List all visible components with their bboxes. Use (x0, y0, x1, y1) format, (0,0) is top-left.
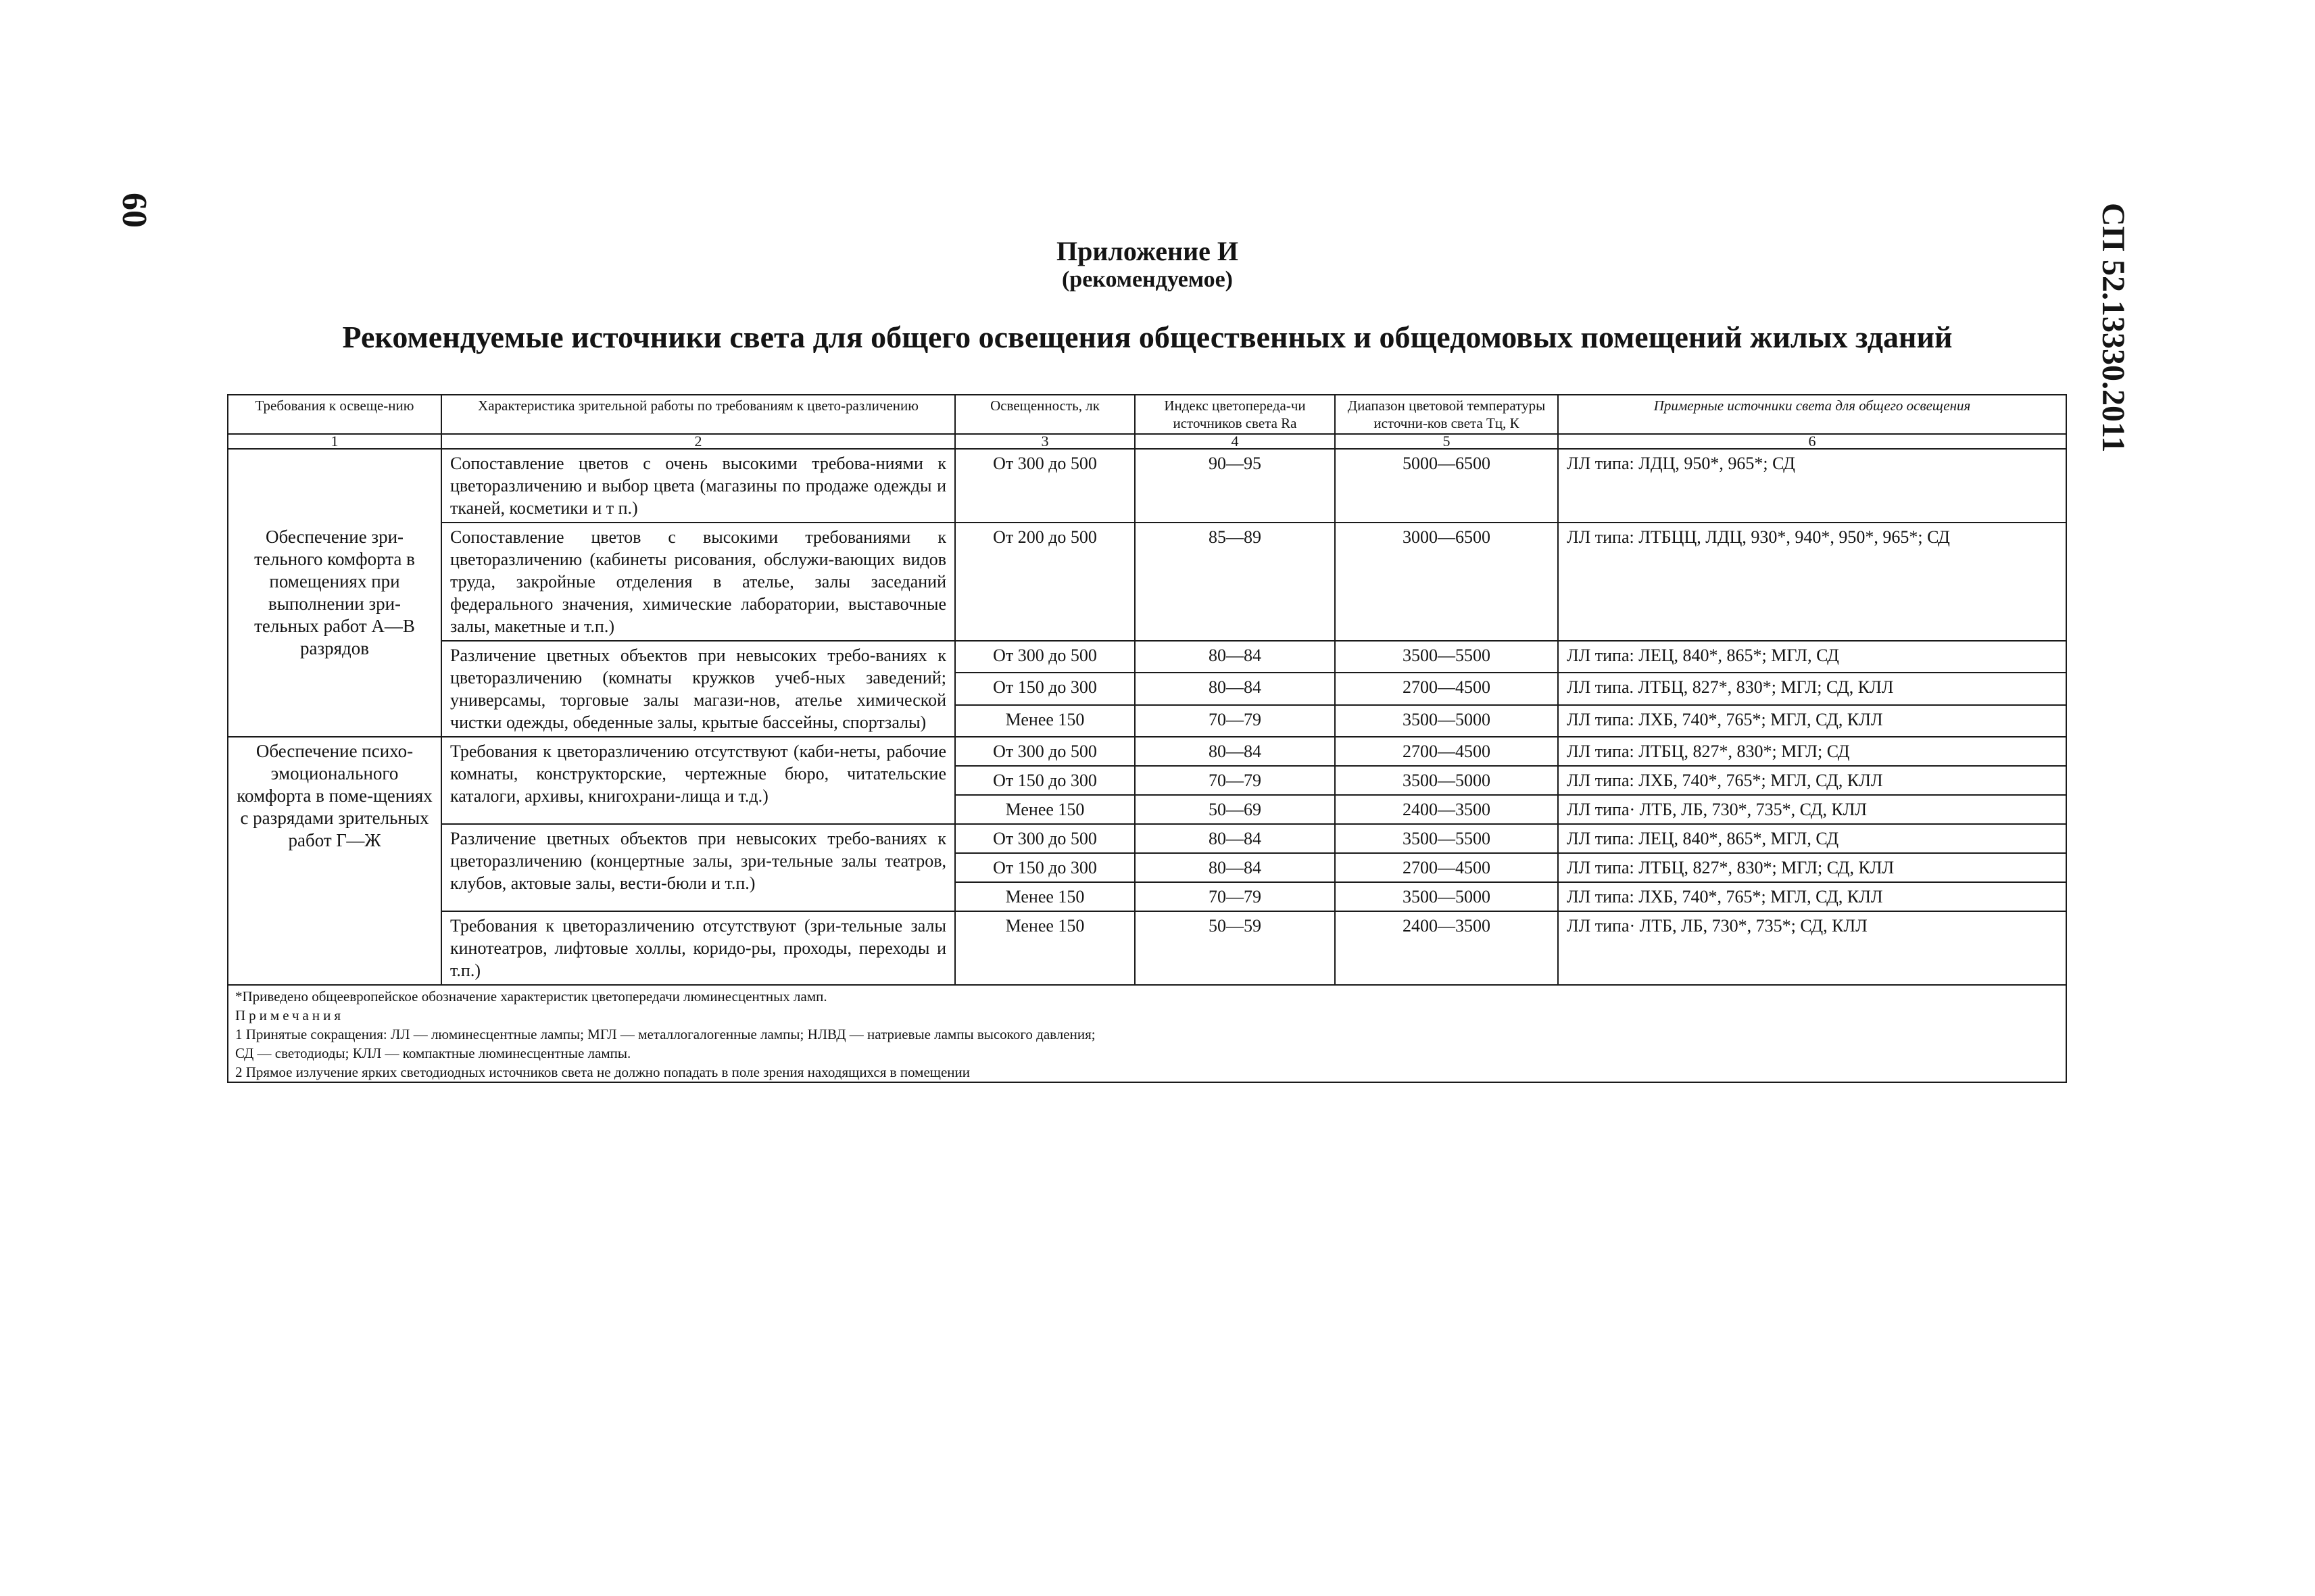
column-number: 5 (1335, 434, 1558, 449)
temperature-cell: 3500—5000 (1335, 766, 1558, 795)
page-number: 60 (115, 193, 153, 228)
sources-cell: ЛЛ типа: ЛДЦ, 950*, 965*; СД (1558, 449, 2066, 523)
column-number: 2 (441, 434, 955, 449)
column-number: 4 (1135, 434, 1335, 449)
table-row (228, 641, 2066, 673)
table-row (228, 824, 2066, 853)
illuminance-cell: Менее 150 (955, 705, 1135, 737)
temperature-cell: 3000—6500 (1335, 523, 1558, 641)
header-characteristic: Характеристика зрительной работы по требованиям к цвето-различению (441, 395, 955, 434)
sources-cell: ЛЛ типа. ЛТБЦ, 827*, 830*; МГЛ; СД, КЛЛ (1558, 673, 2066, 704)
illuminance-cell: От 300 до 500 (955, 449, 1135, 523)
table-row (228, 449, 2066, 523)
illuminance-cell: Менее 150 (955, 911, 1135, 985)
ra-cell: 80—84 (1135, 673, 1335, 704)
sources-cell: ЛЛ типа: ЛЕЦ, 840*, 865*, МГЛ, СД (1558, 824, 2066, 853)
appendix-title: Приложение И (1056, 236, 1239, 266)
sources-cell: ЛЛ типа: ЛТБЦЦ, ЛДЦ, 930*, 940*, 950*, 965*; СД (1558, 523, 2066, 641)
illuminance-cell: От 300 до 500 (955, 641, 1135, 673)
temperature-cell: 2700—4500 (1335, 853, 1558, 882)
illuminance-cell: Менее 150 (955, 882, 1135, 911)
illuminance-cell: От 300 до 500 (955, 824, 1135, 853)
ra-cell: 70—79 (1135, 882, 1335, 911)
column-number: 1 (228, 434, 441, 449)
characteristic-cell: Различение цветных объектов при невысоких требо-ваниях к цветоразличению (комнаты кружков учеб-ных заведений; универсамы, торговые залы магази-нов, ателье химической чистки одежды, обеденные залы, крытые бассейны, спортзалы) (441, 641, 955, 737)
temperature-cell: 2400—3500 (1335, 911, 1558, 985)
note-2: 2 Прямое излучение ярких светодиодных источников света не должно попадать в поле зрения находящихся в помещении (235, 1064, 970, 1080)
main-title: Рекомендуемые источники света для общего освещения общественных и общедомовых помещений жилых зданий (342, 320, 1953, 354)
light-sources-table-wrapper (227, 394, 2066, 1083)
ra-cell: 90—95 (1135, 449, 1335, 523)
note-1-line-2: СД — светодиоды; КЛЛ — компактные люминесцентные лампы. (235, 1045, 631, 1061)
column-number: 3 (955, 434, 1135, 449)
characteristic-cell: Сопоставление цветов с очень высокими требова-ниями к цветоразличению и выбор цвета (магазины по продаже одежды и тканей, косметики и т п.) (441, 449, 955, 523)
sources-cell: ЛЛ типа: ЛХБ, 740*, 765*; МГЛ, СД, КЛЛ (1558, 766, 2066, 795)
temperature-cell: 3500—5000 (1335, 705, 1558, 737)
ra-cell: 70—79 (1135, 705, 1335, 737)
sources-cell: ЛЛ типа: ЛТБЦ, 827*, 830*; МГЛ; СД (1558, 737, 2066, 766)
characteristic-cell: Сопоставление цветов с высокими требованиями к цветоразличению (кабинеты рисования, обслужи-вающих видов труда, закройные отделения в ателье, залы заседаний федерального значения, химические лаборатории, выставочные залы, макетные и т.п.) (441, 523, 955, 641)
temperature-cell: 5000—6500 (1335, 449, 1558, 523)
footnote: *Приведено общеевропейское обозначение характеристик цветопередачи люминесцентных ламп. (235, 988, 827, 1005)
header-requirements: Требования к освеще-нию (228, 395, 441, 434)
ra-cell: 70—79 (1135, 766, 1335, 795)
column-number: 6 (1558, 434, 2066, 449)
header-color-rendering-index: Индекс цветопереда-чи источников света Ra (1135, 395, 1335, 434)
sources-cell: ЛЛ типа· ЛТБ, ЛБ, 730*, 735*, СД, КЛЛ (1558, 795, 2066, 824)
sources-cell: ЛЛ типа: ЛХБ, 740*, 765*; МГЛ, СД, КЛЛ (1558, 705, 2066, 737)
ra-cell: 50—59 (1135, 911, 1335, 985)
light-sources-table (227, 394, 2067, 1083)
sources-cell: ЛЛ типа· ЛТБ, ЛБ, 730*, 735*; СД, КЛЛ (1558, 911, 2066, 985)
notes-heading: Примечания (235, 1007, 345, 1023)
illuminance-cell: От 150 до 300 (955, 853, 1135, 882)
ra-cell: 50—69 (1135, 795, 1335, 824)
notes-cell (228, 985, 2066, 1082)
illuminance-cell: От 200 до 500 (955, 523, 1135, 641)
note-1-line-1: 1 Принятые сокращения: ЛЛ — люминесцентные лампы; МГЛ — металлогалогенные лампы; НЛВД — натриевые лампы высокого давления; (235, 1026, 1096, 1042)
column-number-row (228, 434, 2066, 449)
characteristic-cell: Требования к цветоразличению отсутствуют (каби-неты, рабочие комнаты, конструкторские, чертежные бюро, читательские каталоги, архивы, книгохрани-лища и т.д.) (441, 737, 955, 824)
sources-cell: ЛЛ типа: ЛХБ, 740*, 765*; МГЛ, СД, КЛЛ (1558, 882, 2066, 911)
temperature-cell: 3500—5500 (1335, 641, 1558, 673)
temperature-cell: 3500—5000 (1335, 882, 1558, 911)
header-illuminance: Освещенность, лк (955, 395, 1135, 434)
notes-row (228, 985, 2066, 1082)
illuminance-cell: Менее 150 (955, 795, 1135, 824)
temperature-cell: 2700—4500 (1335, 673, 1558, 704)
table-row (228, 737, 2066, 766)
characteristic-cell: Различение цветных объектов при невысоких требо-ваниях к цветоразличению (концертные залы, зри-тельные залы театров, клубов, актовые залы, вести-бюли и т.п.) (441, 824, 955, 911)
sources-cell: ЛЛ типа: ЛЕЦ, 840*, 865*; МГЛ, СД (1558, 641, 2066, 673)
table-header-row (228, 395, 2066, 434)
requirement-cell-group-1: Обеспечение зри-тельного комфорта в помещениях при выполнении зри-тельных работ А—В разрядов (228, 449, 441, 737)
ra-cell: 80—84 (1135, 824, 1335, 853)
header-color-temperature: Диапазон цветовой температуры источни-ков света Tц, К (1335, 395, 1558, 434)
temperature-cell: 2700—4500 (1335, 737, 1558, 766)
table-row (228, 911, 2066, 985)
sources-cell: ЛЛ типа: ЛТБЦ, 827*, 830*; МГЛ; СД, КЛЛ (1558, 853, 2066, 882)
characteristic-cell: Требования к цветоразличению отсутствуют (зри-тельные залы кинотеатров, лифтовые холлы, коридо-ры, проходы, переходы и т.п.) (441, 911, 955, 985)
table-row (228, 523, 2066, 641)
header-light-sources: Примерные источники света для общего освещения (1558, 395, 2066, 434)
temperature-cell: 2400—3500 (1335, 795, 1558, 824)
ra-cell: 80—84 (1135, 641, 1335, 673)
temperature-cell: 3500—5500 (1335, 824, 1558, 853)
appendix-subtitle: (рекомендуемое) (1061, 267, 1234, 292)
requirement-cell-group-2: Обеспечение психо-эмоционального комфорта в поме-щениях с разрядами зрительных работ Г—Ж (228, 737, 441, 985)
illuminance-cell: От 150 до 300 (955, 673, 1135, 704)
ra-cell: 80—84 (1135, 853, 1335, 882)
ra-cell: 85—89 (1135, 523, 1335, 641)
illuminance-cell: От 150 до 300 (955, 766, 1135, 795)
document-code: СП 52.13330.2011 (2095, 203, 2131, 453)
illuminance-cell: От 300 до 500 (955, 737, 1135, 766)
ra-cell: 80—84 (1135, 737, 1335, 766)
